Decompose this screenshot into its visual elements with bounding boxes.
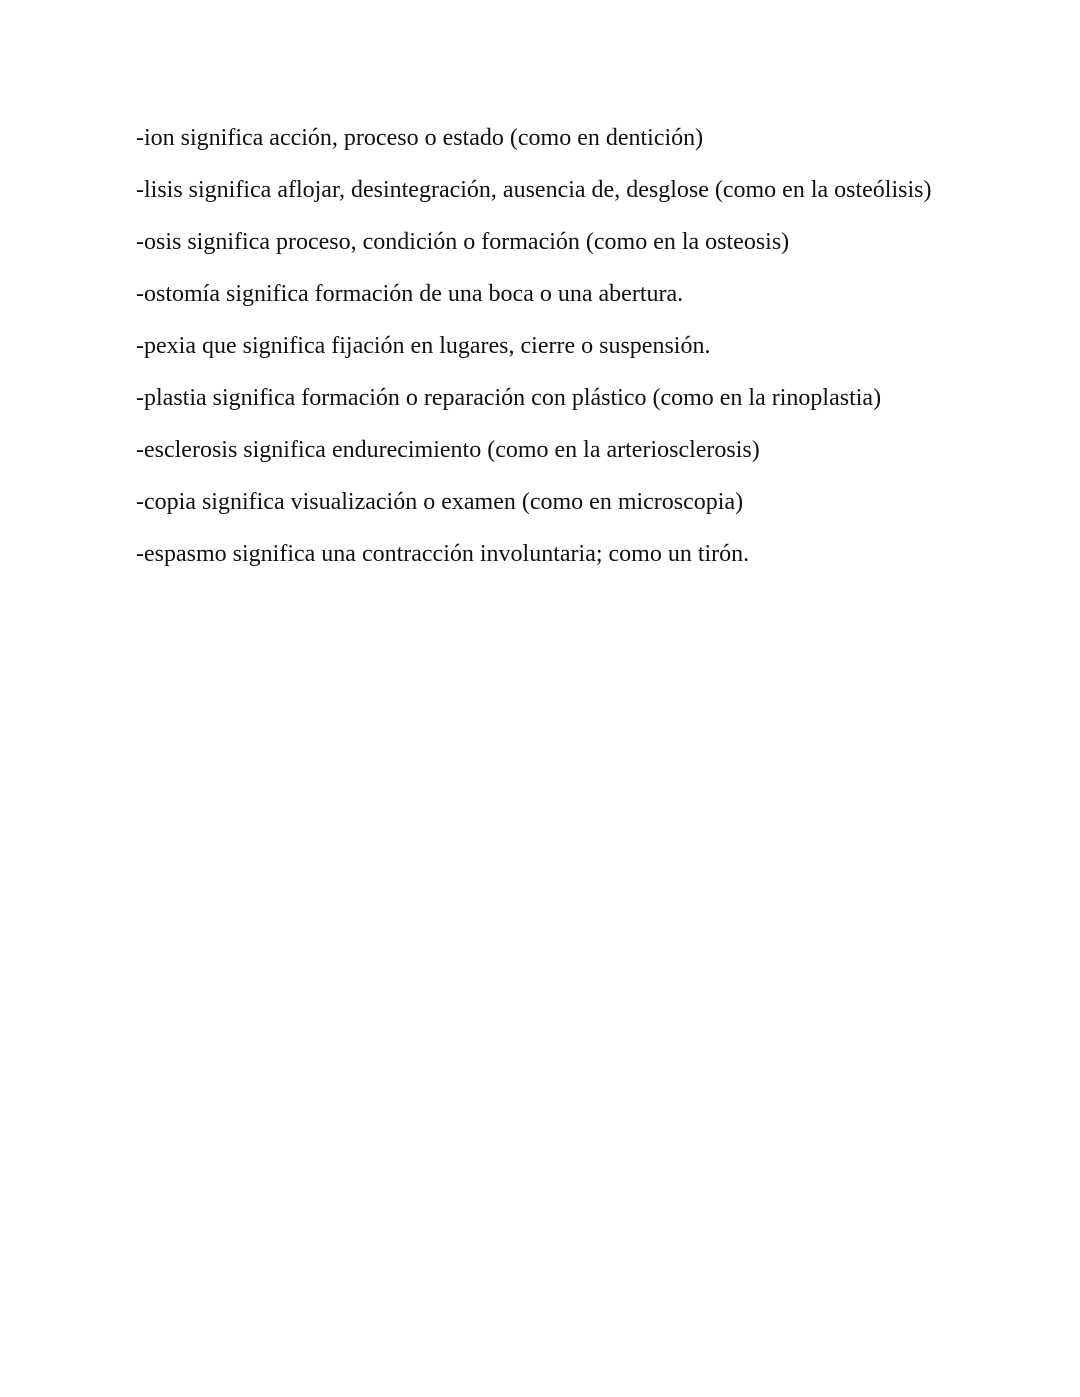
paragraph-ostomia: -ostomía significa formación de una boca o una abertura. [136,281,684,307]
paragraph-lisis: -lisis significa aflojar, desintegración, ausencia de, desglose (como en la osteólisis) [136,177,932,203]
paragraph-esclerosis: -esclerosis significa endurecimiento (como en la arteriosclerosis) [136,437,760,463]
paragraph-pexia: -pexia que significa fijación en lugares, cierre o suspensión. [136,333,711,359]
paragraph-ion: -ion significa acción, proceso o estado (como en dentición) [136,125,704,151]
paragraph-espasmo: -espasmo significa una contracción involuntaria; como un tirón. [136,541,750,567]
paragraph-plastia: -plastia significa formación o reparación con plástico (como en la rinoplastia) [136,385,882,411]
paragraph-osis: -osis significa proceso, condición o formación (como en la osteosis) [136,229,790,255]
document-page [136,124,943,592]
paragraph-copia: -copia significa visualización o examen (como en microscopia) [136,489,744,515]
